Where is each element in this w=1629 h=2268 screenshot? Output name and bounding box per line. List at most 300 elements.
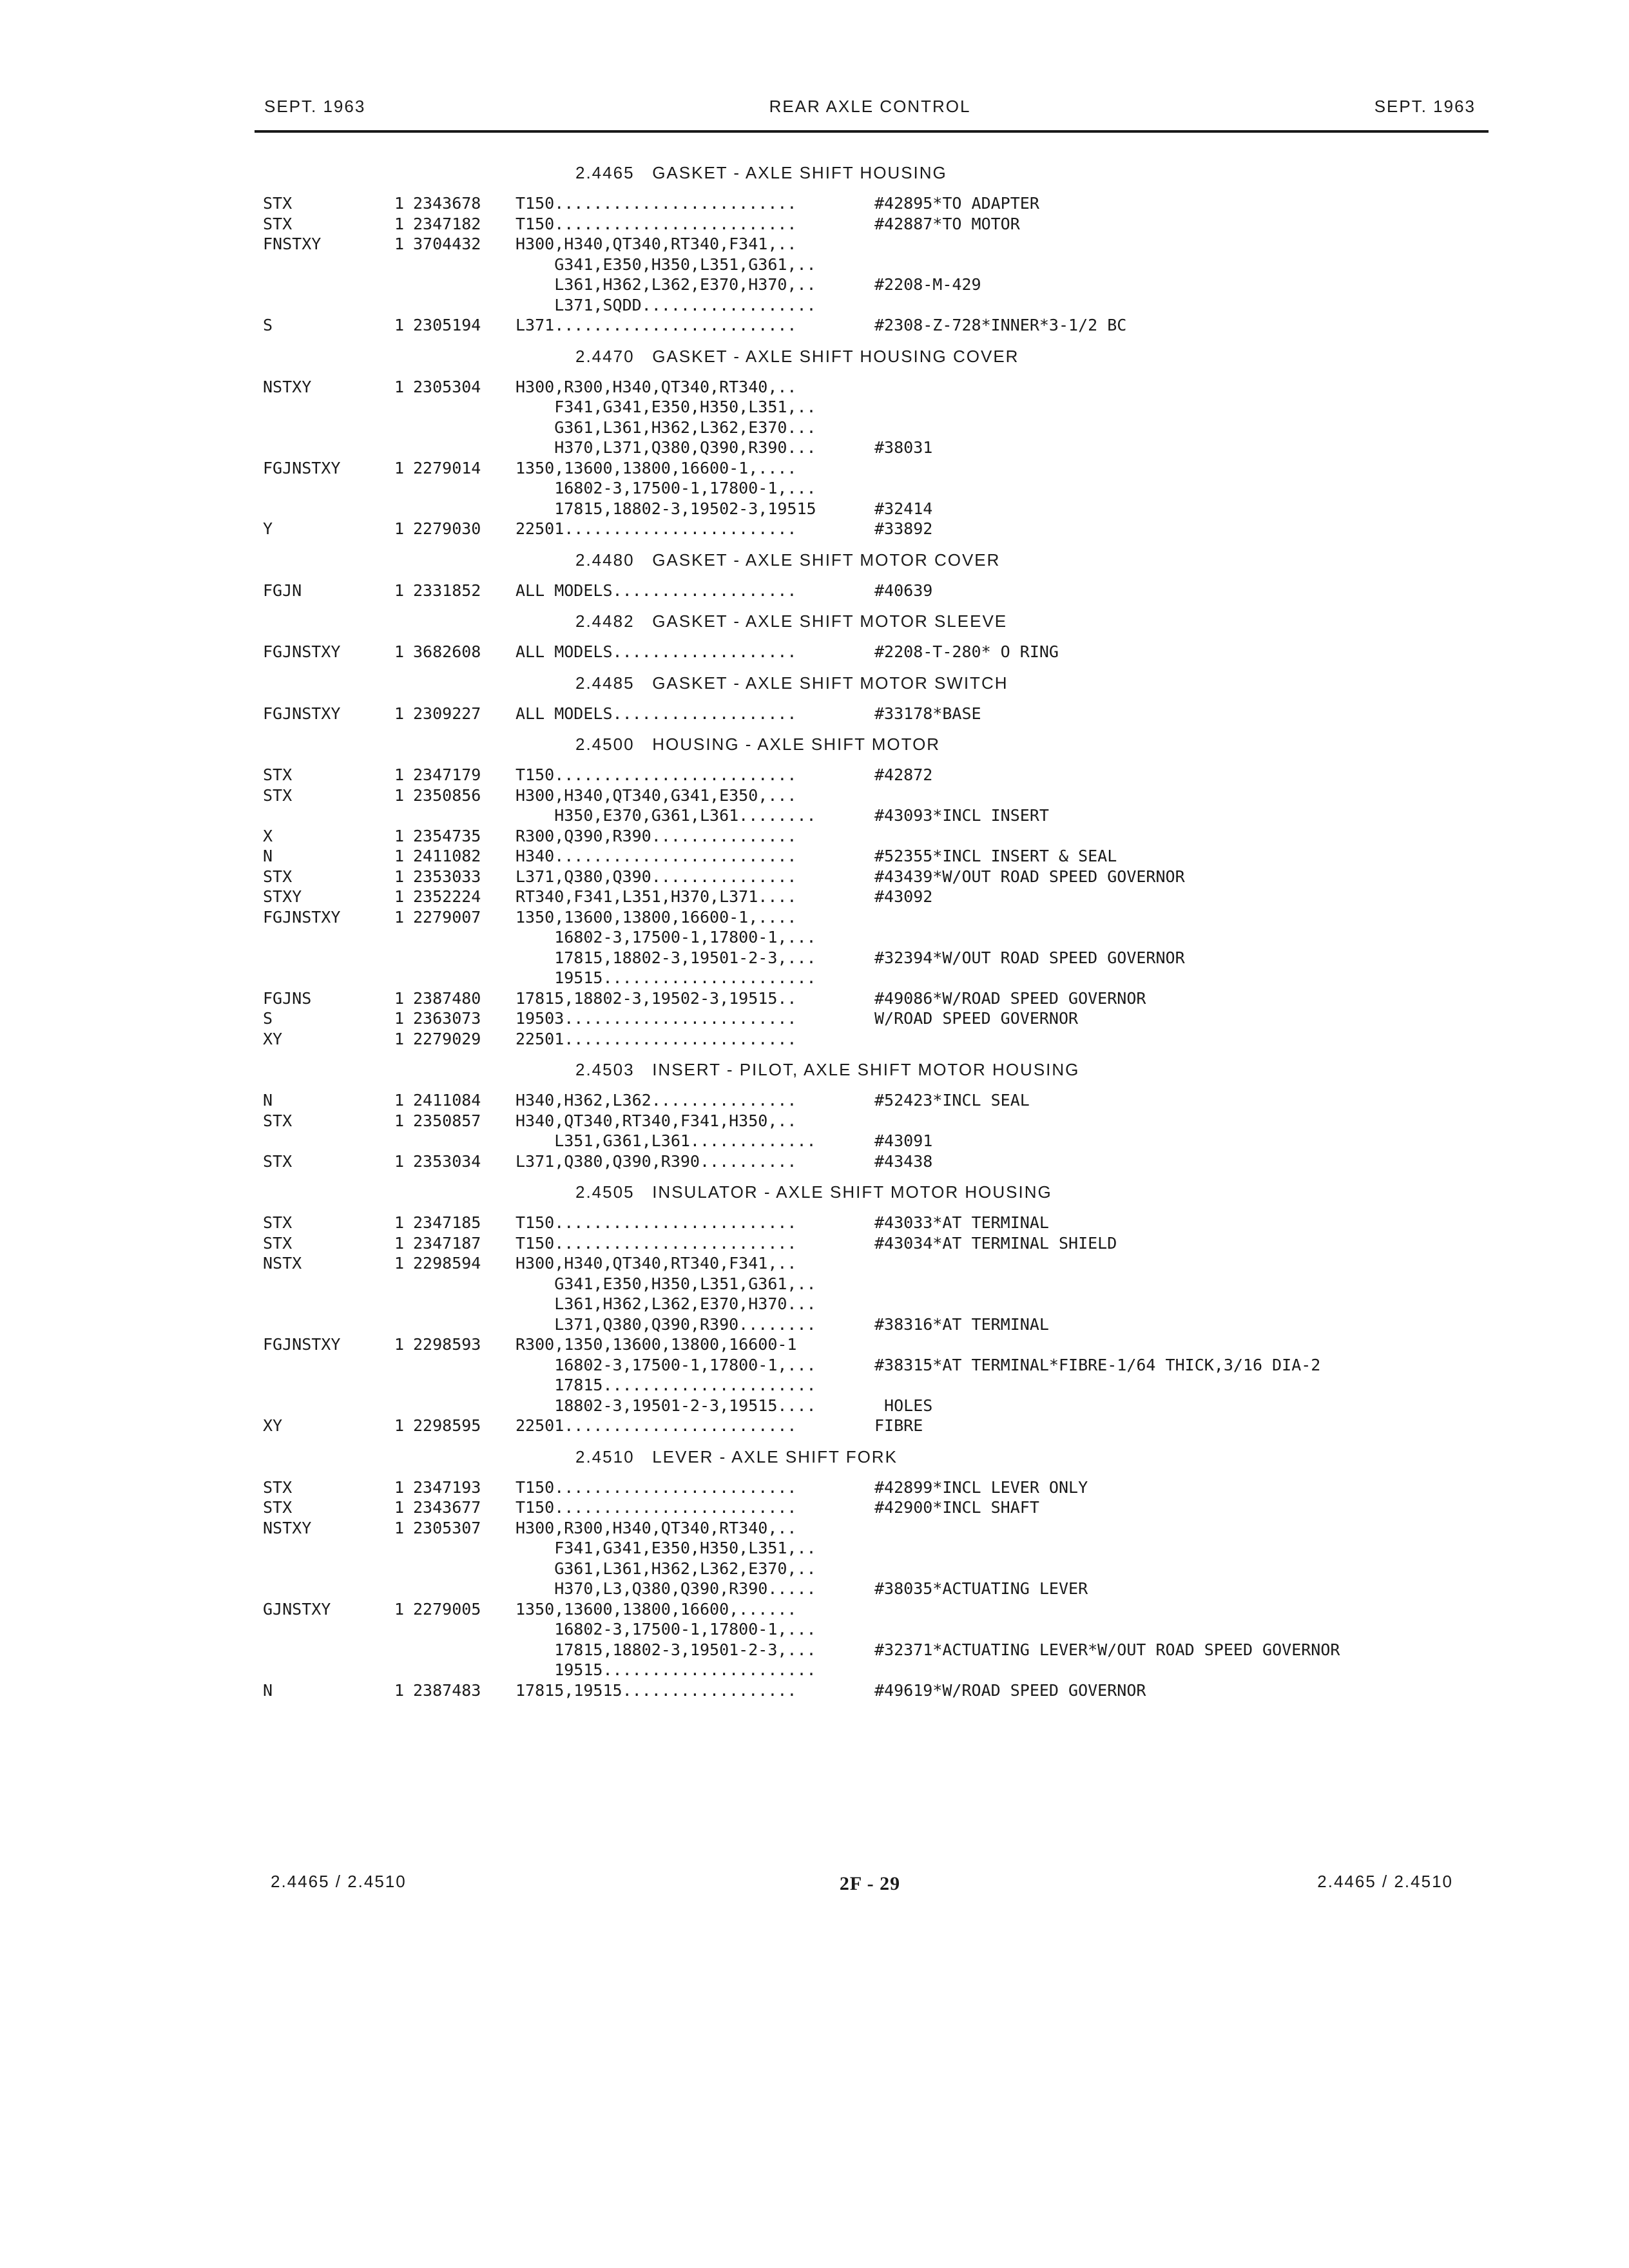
part-number: 2305304 [413, 377, 481, 396]
header-title: REAR AXLE CONTROL [769, 97, 971, 116]
part-number: 2350856 [413, 785, 481, 805]
part-note: #33178*BASE [874, 704, 981, 723]
quantity: 1 [394, 1680, 405, 1700]
quantity: 1 [394, 867, 405, 886]
footer-range-left: 2.4465 / 2.4510 [271, 1872, 407, 1891]
part-row [0, 805, 1629, 826]
model-code: FGJNSTXY [263, 1335, 341, 1354]
part-note: #32394*W/OUT ROAD SPEED GOVERNOR [874, 948, 1185, 967]
applicable-models: L361,H362,L362,E370,H370,.. [516, 275, 816, 294]
applicable-models: H340,QT340,RT340,F341,H350,.. [516, 1111, 797, 1130]
quantity: 1 [394, 1416, 405, 1435]
part-row [0, 499, 1629, 519]
part-entry [0, 234, 1629, 315]
part-row [0, 214, 1629, 235]
quantity: 1 [394, 581, 405, 600]
quantity: 1 [394, 826, 405, 845]
part-row [0, 1334, 1629, 1355]
part-entry [0, 826, 1629, 847]
part-note: #2208-T-280* O RING [874, 642, 1059, 661]
model-code: STX [263, 194, 293, 213]
part-entry [0, 1416, 1629, 1436]
applicable-models: 22501........................ [516, 519, 797, 538]
part-row [0, 1375, 1629, 1396]
quantity: 1 [394, 1233, 405, 1253]
part-entry [0, 1111, 1629, 1151]
model-code: N [263, 847, 273, 865]
part-number: 2343678 [413, 194, 481, 213]
page-number: 2F - 29 [839, 1873, 901, 1894]
applicable-models: H300,H340,QT340,G341,E350,... [516, 785, 797, 805]
part-number: 3704432 [413, 235, 481, 253]
model-code: STX [263, 785, 293, 805]
part-number: 2279029 [413, 1029, 481, 1048]
part-row [0, 1111, 1629, 1131]
model-code: FGJNSTXY [263, 704, 341, 723]
model-code: NSTXY [263, 1518, 312, 1537]
applicable-models: 22501........................ [516, 1029, 797, 1048]
part-number: 2298595 [413, 1416, 481, 1435]
quantity: 1 [394, 1335, 405, 1354]
part-note: #38031 [874, 438, 933, 457]
quantity: 1 [394, 907, 405, 927]
part-note: #43033*AT TERMINAL [874, 1213, 1049, 1232]
part-row [0, 1355, 1629, 1376]
section-title: 2.4480 GASKET - AXLE SHIFT MOTOR COVER [575, 550, 1001, 570]
part-number: 2387483 [413, 1680, 481, 1700]
section [0, 601, 1629, 662]
part-number: 2347185 [413, 1213, 481, 1232]
quantity: 1 [394, 1599, 405, 1619]
section-title: 2.4470 GASKET - AXLE SHIFT HOUSING COVER [575, 346, 1019, 366]
part-note: #32414 [874, 499, 933, 518]
applicable-models: 19515...................... [516, 1660, 816, 1679]
part-row [0, 1213, 1629, 1233]
quantity: 1 [394, 458, 405, 477]
part-number: 2279014 [413, 458, 481, 477]
part-number: 2353033 [413, 867, 481, 886]
section [0, 662, 1629, 724]
section-title: 2.4503 INSERT - PILOT, AXLE SHIFT MOTOR HOUSING [575, 1060, 1080, 1079]
page-footer [258, 1872, 1482, 1898]
part-row [0, 437, 1629, 458]
model-code: FGJN [263, 581, 302, 600]
section [0, 336, 1629, 539]
quantity: 1 [394, 1254, 405, 1273]
model-code: STX [263, 1477, 293, 1497]
section [0, 1171, 1629, 1436]
part-row [0, 581, 1629, 601]
part-row [0, 846, 1629, 867]
part-row [0, 887, 1629, 907]
part-entry [0, 1090, 1629, 1111]
section-title: 2.4465 GASKET - AXLE SHIFT HOUSING [575, 163, 947, 182]
part-note: #49619*W/ROAD SPEED GOVERNOR [874, 1680, 1146, 1700]
part-number: 2309227 [413, 704, 481, 723]
part-row [0, 295, 1629, 316]
header-date-right: SEPT. 1963 [1374, 97, 1476, 116]
quantity: 1 [394, 1091, 405, 1110]
part-row [0, 1619, 1629, 1640]
applicable-models: 17815,18802-3,19502-3,19515.. [516, 988, 797, 1008]
applicable-models: F341,G341,E350,H350,L351,.. [516, 1539, 816, 1557]
section [0, 1049, 1629, 1171]
applicable-models: L371,SQDD.................. [516, 295, 816, 314]
quantity: 1 [394, 377, 405, 396]
applicable-models: RT340,F341,L351,H370,L371.... [516, 887, 797, 906]
part-entry [0, 1253, 1629, 1334]
applicable-models: G341,E350,H350,L351,G361,.. [516, 255, 816, 274]
applicable-models: L371,Q380,Q390,R390.......... [516, 1151, 797, 1171]
section [0, 724, 1629, 1049]
part-row [0, 785, 1629, 806]
model-code: STX [263, 1151, 293, 1171]
part-number: 2347187 [413, 1233, 481, 1253]
applicable-models: 18802-3,19501-2-3,19515.... [516, 1396, 816, 1415]
part-entry [0, 867, 1629, 887]
quantity: 1 [394, 765, 405, 784]
part-note: #43092 [874, 887, 933, 906]
applicable-models: ALL MODELS................... [516, 642, 797, 661]
part-note: #43034*AT TERMINAL SHIELD [874, 1233, 1117, 1253]
part-row [0, 1416, 1629, 1436]
applicable-models: ALL MODELS................... [516, 704, 797, 723]
part-row [0, 948, 1629, 968]
part-entry [0, 1029, 1629, 1050]
part-row [0, 867, 1629, 887]
part-note: #38035*ACTUATING LEVER [874, 1579, 1088, 1598]
model-code: STX [263, 1498, 293, 1517]
applicable-models: T150......................... [516, 1233, 797, 1253]
part-row [0, 1008, 1629, 1029]
model-code: S [263, 1009, 273, 1028]
part-note: #42899*INCL LEVER ONLY [874, 1477, 1088, 1497]
model-code: STXY [263, 887, 302, 906]
part-note: #2308-Z-728*INNER*3-1/2 BC [874, 316, 1127, 334]
applicable-models: H300,R300,H340,QT340,RT340,.. [516, 377, 797, 396]
quantity: 1 [394, 1213, 405, 1232]
header-date-left: SEPT. 1963 [264, 97, 366, 116]
part-number: 2353034 [413, 1151, 481, 1171]
applicable-models: 1350,13600,13800,16600-1,.... [516, 458, 797, 477]
part-row [0, 988, 1629, 1009]
part-row [0, 1599, 1629, 1620]
part-entry [0, 1008, 1629, 1029]
part-entry [0, 1334, 1629, 1416]
section-title: 2.4510 LEVER - AXLE SHIFT FORK [575, 1446, 898, 1466]
model-code: XY [263, 1029, 283, 1048]
applicable-models: 17815,18802-3,19502-3,19515 [516, 499, 816, 518]
part-note: #38315*AT TERMINAL*FIBRE-1/64 THICK,3/16 DIA-2 [874, 1355, 1321, 1374]
part-number: 2279007 [413, 907, 481, 927]
part-row [0, 377, 1629, 398]
quantity: 1 [394, 1518, 405, 1537]
part-note: #33892 [874, 519, 933, 538]
part-row [0, 765, 1629, 785]
part-number: 2298593 [413, 1335, 481, 1354]
applicable-models: 17815...................... [516, 1376, 816, 1394]
part-row [0, 519, 1629, 539]
part-entry [0, 1233, 1629, 1254]
footer-range-right: 2.4465 / 2.4510 [1317, 1872, 1453, 1891]
applicable-models: 19503........................ [516, 1009, 797, 1028]
applicable-models: H370,L371,Q380,Q390,R390... [516, 438, 816, 457]
model-code: N [263, 1680, 273, 1700]
part-row [0, 1314, 1629, 1335]
applicable-models: G341,E350,H350,L351,G361,.. [516, 1274, 816, 1293]
applicable-models: T150......................... [516, 1498, 797, 1517]
part-entry [0, 846, 1629, 867]
applicable-models: H300,R300,H340,QT340,RT340,.. [516, 1518, 797, 1537]
section-title: 2.4500 HOUSING - AXLE SHIFT MOTOR [575, 735, 941, 754]
part-note: #43091 [874, 1131, 933, 1150]
part-row [0, 1579, 1629, 1599]
part-note: #2208-M-429 [874, 275, 981, 294]
model-code: XY [263, 1416, 283, 1435]
part-note: #32371*ACTUATING LEVER*W/OUT ROAD SPEED GOVERNOR [874, 1640, 1340, 1659]
part-number: 2387480 [413, 988, 481, 1008]
model-code: STX [263, 765, 293, 784]
part-number: 2305194 [413, 316, 481, 334]
part-number: 2411082 [413, 847, 481, 865]
model-code: X [263, 826, 273, 845]
model-code: FGJNSTXY [263, 458, 341, 477]
quantity: 1 [394, 316, 405, 334]
applicable-models: 1350,13600,13800,16600-1,.... [516, 907, 797, 927]
part-row [0, 315, 1629, 336]
part-row [0, 1274, 1629, 1294]
parts-list [0, 152, 1629, 1700]
part-row [0, 1538, 1629, 1559]
quantity: 1 [394, 1009, 405, 1028]
model-code: STX [263, 1111, 293, 1130]
part-note: #42900*INCL SHAFT [874, 1498, 1039, 1517]
header-rule [255, 130, 1489, 133]
part-row [0, 1680, 1629, 1701]
applicable-models: L371,Q380,Q390,R390........ [516, 1314, 816, 1334]
part-number: 2343677 [413, 1498, 481, 1517]
model-code: STX [263, 214, 293, 233]
quantity: 1 [394, 235, 405, 253]
applicable-models: R300,1350,13600,13800,16600-1 [516, 1335, 797, 1354]
part-row [0, 907, 1629, 928]
applicable-models: 16802-3,17500-1,17800-1,... [516, 479, 816, 497]
part-entry [0, 581, 1629, 601]
part-number: 2411084 [413, 1091, 481, 1110]
section [0, 152, 1629, 336]
quantity: 1 [394, 847, 405, 865]
part-row [0, 418, 1629, 438]
model-code: STX [263, 867, 293, 886]
part-note: #43439*W/OUT ROAD SPEED GOVERNOR [874, 867, 1185, 886]
part-note: W/ROAD SPEED GOVERNOR [874, 1009, 1079, 1028]
part-entry [0, 315, 1629, 336]
part-entry [0, 1213, 1629, 1233]
quantity: 1 [394, 1111, 405, 1130]
part-row [0, 1660, 1629, 1680]
part-number: 2354735 [413, 826, 481, 845]
part-row [0, 1131, 1629, 1151]
applicable-models: T150......................... [516, 765, 797, 784]
part-row [0, 274, 1629, 295]
applicable-models: T150......................... [516, 1477, 797, 1497]
part-row [0, 234, 1629, 255]
part-row [0, 1477, 1629, 1498]
quantity: 1 [394, 194, 405, 213]
applicable-models: F341,G341,E350,H350,L351,.. [516, 398, 816, 416]
part-note: #40639 [874, 581, 933, 600]
model-code: S [263, 316, 273, 334]
model-code: NSTX [263, 1254, 302, 1273]
part-note: #42887*TO MOTOR [874, 214, 1020, 233]
applicable-models: L371,Q380,Q390............... [516, 867, 797, 886]
applicable-models: H340......................... [516, 847, 797, 865]
part-row [0, 1029, 1629, 1050]
applicable-models: T150......................... [516, 194, 797, 213]
applicable-models: H350,E370,G361,L361........ [516, 806, 816, 825]
part-note: FIBRE [874, 1416, 923, 1435]
quantity: 1 [394, 1477, 405, 1497]
part-entry [0, 458, 1629, 519]
part-number: 2331852 [413, 581, 481, 600]
part-number: 2305307 [413, 1518, 481, 1537]
part-entry [0, 1477, 1629, 1498]
part-entry [0, 887, 1629, 907]
part-number: 2347182 [413, 214, 481, 233]
part-note: #42895*TO ADAPTER [874, 194, 1039, 213]
model-code: FGJNSTXY [263, 907, 341, 927]
applicable-models: T150......................... [516, 214, 797, 233]
model-code: Y [263, 519, 273, 538]
page-header [258, 97, 1482, 122]
part-note: #43438 [874, 1151, 933, 1171]
part-number: 2350857 [413, 1111, 481, 1130]
part-row [0, 927, 1629, 948]
quantity: 1 [394, 642, 405, 661]
part-number: 2298594 [413, 1254, 481, 1273]
part-row [0, 478, 1629, 499]
model-code: FNSTXY [263, 235, 322, 253]
part-row [0, 642, 1629, 662]
applicable-models: 17815,18802-3,19501-2-3,... [516, 948, 816, 967]
part-number: 2347193 [413, 1477, 481, 1497]
quantity: 1 [394, 1029, 405, 1048]
part-number: 2347179 [413, 765, 481, 784]
part-row [0, 1396, 1629, 1416]
applicable-models: L371......................... [516, 316, 797, 334]
applicable-models: L351,G361,L361............. [516, 1131, 816, 1150]
part-row [0, 704, 1629, 724]
part-row [0, 255, 1629, 275]
part-number: 2352224 [413, 887, 481, 906]
applicable-models: H300,H340,QT340,RT340,F341,.. [516, 235, 797, 253]
section [0, 1436, 1629, 1701]
model-code: FGJNS [263, 988, 312, 1008]
applicable-models: 16802-3,17500-1,17800-1,... [516, 1355, 816, 1374]
part-entry [0, 1151, 1629, 1172]
part-row [0, 1518, 1629, 1539]
part-entry [0, 214, 1629, 235]
applicable-models: 22501........................ [516, 1416, 797, 1435]
part-entry [0, 193, 1629, 214]
applicable-models: 17815,18802-3,19501-2-3,... [516, 1640, 816, 1659]
section-title: 2.4505 INSULATOR - AXLE SHIFT MOTOR HOUSING [575, 1182, 1052, 1202]
part-number: 2279030 [413, 519, 481, 538]
part-row [0, 193, 1629, 214]
quantity: 1 [394, 785, 405, 805]
part-entry [0, 704, 1629, 724]
part-row [0, 1294, 1629, 1314]
section [0, 539, 1629, 601]
applicable-models: 16802-3,17500-1,17800-1,... [516, 1620, 816, 1639]
applicable-models: 19515...................... [516, 968, 816, 987]
part-row [0, 397, 1629, 418]
model-code: STX [263, 1213, 293, 1232]
part-row [0, 826, 1629, 847]
part-entry [0, 377, 1629, 458]
part-row [0, 1559, 1629, 1579]
part-entry [0, 1680, 1629, 1701]
applicable-models: 1350,13600,13800,16600,...... [516, 1599, 797, 1619]
model-code: NSTXY [263, 377, 312, 396]
model-code: GJNSTXY [263, 1599, 331, 1619]
part-note: #42872 [874, 765, 933, 784]
part-note: #43093*INCL INSERT [874, 806, 1049, 825]
part-entry [0, 519, 1629, 539]
quantity: 1 [394, 1151, 405, 1171]
part-note: #52423*INCL SEAL [874, 1091, 1030, 1110]
part-entry [0, 988, 1629, 1009]
model-code: N [263, 1091, 273, 1110]
quantity: 1 [394, 988, 405, 1008]
part-row [0, 968, 1629, 988]
part-note: HOLES [874, 1396, 933, 1415]
part-number: 2363073 [413, 1009, 481, 1028]
part-note: #52355*INCL INSERT & SEAL [874, 847, 1117, 865]
part-row [0, 1151, 1629, 1172]
applicable-models: 16802-3,17500-1,17800-1,... [516, 928, 816, 947]
part-entry [0, 1599, 1629, 1680]
quantity: 1 [394, 519, 405, 538]
applicable-models: L361,H362,L362,E370,H370... [516, 1294, 816, 1313]
quantity: 1 [394, 704, 405, 723]
applicable-models: 17815,19515.................. [516, 1680, 797, 1700]
applicable-models: R300,Q390,R390............... [516, 826, 797, 845]
part-note: #49086*W/ROAD SPEED GOVERNOR [874, 988, 1146, 1008]
quantity: 1 [394, 887, 405, 906]
applicable-models: T150......................... [516, 1213, 797, 1232]
applicable-models: ALL MODELS................... [516, 581, 797, 600]
quantity: 1 [394, 214, 405, 233]
part-row [0, 1253, 1629, 1274]
part-note: #38316*AT TERMINAL [874, 1314, 1049, 1334]
part-entry [0, 907, 1629, 988]
applicable-models: H340,H362,L362............... [516, 1091, 797, 1110]
part-number: 2279005 [413, 1599, 481, 1619]
applicable-models: H370,L3,Q380,Q390,R390..... [516, 1579, 816, 1598]
model-code: FGJNSTXY [263, 642, 341, 661]
part-entry [0, 765, 1629, 785]
part-entry [0, 1497, 1629, 1518]
part-entry [0, 785, 1629, 826]
applicable-models: H300,H340,QT340,RT340,F341,.. [516, 1254, 797, 1273]
applicable-models: G361,L361,H362,L362,E370,.. [516, 1559, 816, 1578]
part-entry [0, 642, 1629, 662]
part-entry [0, 1518, 1629, 1599]
section-title: 2.4485 GASKET - AXLE SHIFT MOTOR SWITCH [575, 673, 1008, 693]
part-row [0, 458, 1629, 479]
model-code: STX [263, 1233, 293, 1253]
